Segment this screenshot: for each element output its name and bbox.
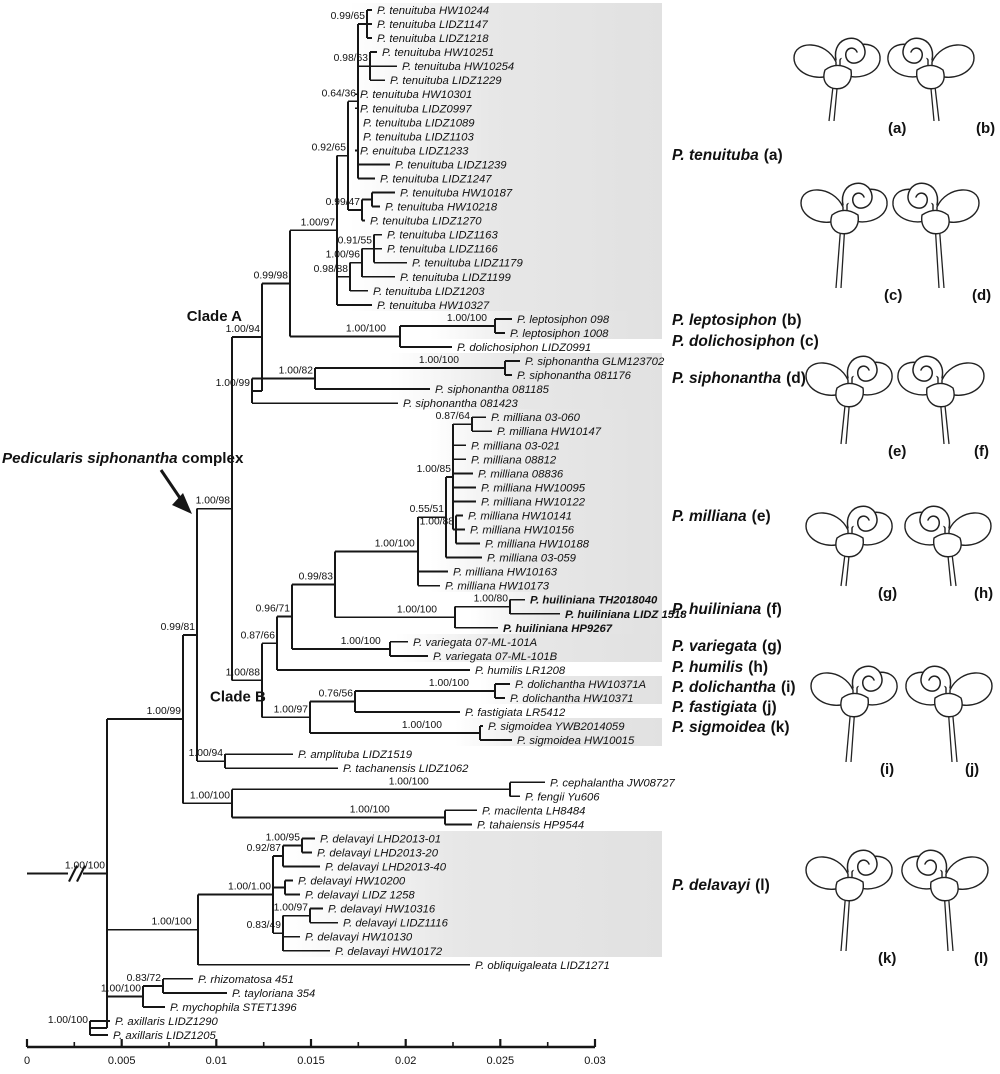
support-value: 1.00/100 (396, 604, 437, 616)
flower-illustration (902, 850, 988, 951)
flower-letter: (l) (974, 950, 989, 967)
tip-label: P. siphonantha 081185 (435, 384, 549, 397)
support-value: 0.99/83 (298, 571, 333, 583)
tip-label: P. dolichantha HW10371 (510, 693, 634, 706)
tip-label: P. tenuituba HW10187 (400, 187, 513, 200)
clade-label: Clade B (210, 688, 266, 706)
tip-label: P. milliana 03-059 (487, 552, 576, 565)
tip-label: P. milliana HW10147 (497, 426, 602, 439)
support-value: 0.98/63 (333, 53, 368, 65)
flower-letter: (c) (884, 287, 903, 304)
tip-label: P. tenuituba HW10327 (377, 299, 490, 312)
tip-label: P. sigmoidea HW10015 (517, 735, 635, 748)
support-value: 1.00/100 (446, 312, 487, 324)
tip-label: P. milliana 08812 (471, 454, 557, 467)
tip-label: P. milliana HW10122 (481, 496, 586, 509)
tip-label: P. humilis LR1208 (475, 664, 566, 677)
tip-label: P. dolichosiphon LIDZ0991 (457, 341, 592, 354)
tip-label: P. delavayi LIDZ 1258 (305, 889, 415, 902)
tip-label: P. tenuituba LIDZ0997 (360, 103, 472, 116)
tip-label: P. tayloriana 354 (232, 987, 316, 1000)
support-value: 0.83/72 (126, 972, 161, 984)
support-value: 1.00/97 (273, 902, 308, 914)
tip-label: P. huiliniana TH2018040 (530, 594, 658, 607)
tip-label: P. delavayi HW10316 (328, 903, 436, 916)
flower-letter: (a) (888, 120, 907, 137)
tip-label: P. sigmoidea YWB2014059 (488, 721, 625, 734)
support-value: 1.00/1.00 (228, 881, 271, 893)
support-value: 1.00/94 (225, 324, 260, 336)
tip-label: P. axillaris LIDZ1290 (115, 1015, 218, 1028)
tip-label: P. delavayi HW10200 (298, 875, 406, 888)
support-value: 1.00/100 (345, 323, 386, 335)
tip-label: P. macilenta LH8484 (482, 805, 586, 818)
tip-label: P. variegata 07-ML-101A (413, 636, 538, 649)
tip-label: P. milliana HW10188 (485, 538, 590, 551)
support-value: 1.00/96 (325, 249, 360, 261)
tip-label: P. milliana HW10163 (453, 566, 558, 579)
tip-label: P. delavayi LHD2013-40 (325, 861, 446, 874)
flower-letter: (j) (965, 761, 980, 778)
tip-label: P. cephalantha JW08727 (550, 777, 675, 790)
support-value: 1.00/95 (265, 832, 300, 844)
support-value: 0.55/51 (409, 504, 444, 516)
tip-label: P. tenuituba HW10301 (360, 89, 473, 102)
tip-label: P. siphonantha 081423 (403, 398, 518, 411)
tip-label: P. milliana HW10141 (468, 510, 573, 523)
species-label: P. dolichantha (i) (672, 679, 796, 696)
support-value: 1.00/94 (188, 748, 223, 760)
tip-label: P. leptosiphon 098 (517, 313, 610, 326)
tip-label: P. dolichantha HW10371A (515, 678, 647, 691)
flower-illustration (806, 356, 892, 444)
tip-label: P. huiliniana HP9267 (503, 622, 613, 635)
tip-label: P. milliana 08836 (478, 468, 564, 481)
tip-label: P. enuituba LIDZ1233 (360, 145, 469, 158)
flower-illustration (898, 356, 984, 444)
support-value: 1.00/100 (151, 916, 192, 928)
support-value: 1.00/100 (388, 776, 429, 788)
support-value: 0.83/49 (246, 920, 281, 932)
flower-letter: (h) (974, 585, 994, 602)
support-value: 0.99/81 (160, 621, 195, 633)
tip-label: P. milliana 03-060 (491, 412, 580, 425)
support-value: 0.92/65 (311, 142, 346, 154)
support-value: 0.76/56 (318, 688, 353, 700)
support-value: 1.00/88 (225, 667, 260, 679)
tip-label: P. tenuituba LIDZ1239 (395, 159, 507, 172)
tip-label: P. amplituba LIDZ1519 (298, 749, 413, 762)
tip-label: P. tenuituba LIDZ1229 (390, 75, 502, 88)
flower-illustration (806, 850, 892, 951)
tip-label: P. obliquigaleata LIDZ1271 (475, 959, 610, 972)
support-value: 0.99/65 (330, 11, 365, 23)
tip-label: P. axillaris LIDZ1205 (113, 1030, 216, 1043)
support-value: 1.00/98 (195, 495, 230, 507)
support-value: 1.00/100 (418, 355, 459, 367)
species-label: P. milliana (e) (672, 508, 771, 525)
species-label: P. siphonantha (d) (672, 370, 806, 387)
flower-illustration (806, 506, 892, 586)
species-label: P. leptosiphon (b) (672, 312, 802, 329)
tip-label: P. delavayi HW10172 (335, 945, 443, 958)
scale-tick-label: 0.015 (297, 1055, 325, 1067)
tip-label: P. tenuituba HW10244 (377, 5, 490, 17)
tip-label: P. tenuituba HW10218 (385, 201, 498, 214)
scale-tick-label: 0.025 (486, 1055, 515, 1067)
scale-tick-label: 0 (23, 1055, 31, 1067)
tip-label: P. tenuituba HW10251 (382, 47, 495, 60)
support-value: 0.99/98 (253, 270, 288, 282)
tip-label: P. tenuituba LIDZ1203 (373, 285, 485, 298)
flower-illustration (794, 38, 880, 121)
tip-label: P. tenuituba LIDZ1247 (380, 173, 492, 186)
tip-label: P. tenuituba LIDZ1270 (370, 215, 482, 228)
scale-tick-label: 0.005 (107, 1055, 136, 1067)
tip-label: P. tenuituba LIDZ1147 (377, 19, 488, 32)
tip-label: P. tenuituba LIDZ1103 (363, 131, 474, 144)
species-label: P. variegata (g) (672, 638, 782, 655)
support-value: 1.00/100 (64, 860, 105, 872)
scale-tick-label: 0.03 (584, 1055, 606, 1067)
tip-label: P. variegata 07-ML-101B (433, 650, 558, 663)
tip-label: P. delavayi LHD2013-01 (320, 833, 441, 846)
scale-tick-label: 0.02 (394, 1055, 417, 1067)
tip-label: P. fastigiata LR5412 (465, 707, 566, 720)
flower-letter: (b) (976, 120, 996, 137)
flower-letter: (k) (878, 950, 897, 967)
flower-illustration (801, 183, 887, 288)
support-value: 1.00/100 (100, 983, 141, 995)
tip-label: P. delavayi LIDZ1116 (343, 917, 448, 930)
support-value: 1.00/88 (419, 516, 454, 528)
species-label: P. fastigiata (j) (672, 699, 777, 716)
tip-label: P. delavayi LHD2013-20 (317, 847, 438, 860)
support-value: 0.99/47 (325, 197, 360, 209)
support-value: 1.00/100 (374, 538, 415, 550)
tip-label: P. tenuituba LIDZ1166 (387, 243, 498, 256)
species-label: P. humilis (h) (672, 659, 769, 676)
support-value: 1.00/80 (473, 593, 508, 605)
tip-label: P. tenuituba LIDZ1163 (387, 229, 498, 242)
tip-label: P. tenuituba LIDZ1179 (412, 257, 523, 270)
tip-label: P. tenuituba LIDZ1218 (377, 33, 489, 46)
tip-label: P. milliana 03-021 (471, 440, 560, 453)
support-value: 0.87/66 (240, 630, 275, 642)
tip-label: P. tenuituba LIDZ1199 (400, 271, 511, 284)
arrow-icon (161, 470, 182, 501)
support-value: 1.00/85 (416, 463, 451, 475)
species-label: P. sigmoidea (k) (672, 719, 790, 736)
tip-label: P. mychophila STET1396 (170, 1001, 297, 1014)
support-value: 0.98/88 (313, 263, 348, 275)
support-value: 1.00/100 (401, 720, 442, 732)
flower-letter: (f) (974, 443, 989, 460)
support-value: 1.00/100 (189, 790, 230, 802)
support-value: 1.00/99 (215, 377, 250, 389)
tip-label: P. tachanensis LIDZ1062 (343, 763, 469, 776)
species-label: P. dolichosiphon (c) (672, 333, 819, 350)
tip-label: P. fengii Yu606 (525, 791, 600, 804)
scale-tick-label: 0.01 (205, 1055, 228, 1067)
flower-letter: (d) (972, 287, 992, 304)
support-value: 0.87/64 (435, 411, 470, 423)
support-value: 1.00/100 (340, 635, 381, 647)
support-value: 0.96/71 (255, 603, 290, 615)
tip-label: P. delavayi HW10130 (305, 931, 413, 944)
tip-label: P. milliana HW10156 (470, 524, 575, 537)
support-value: 1.00/100 (428, 677, 469, 689)
flower-illustration (888, 38, 974, 121)
support-value: 0.92/87 (246, 842, 281, 854)
flower-illustration (905, 506, 991, 586)
tip-label: P. milliana HW10173 (445, 580, 550, 593)
support-value: 1.00/82 (278, 365, 313, 377)
clade-label: Clade A (186, 308, 242, 326)
tip-label: P. tahaiensis HP9544 (477, 819, 585, 832)
species-label: P. delavayi (l) (672, 877, 770, 894)
tip-label: P. rhizomatosa 451 (198, 973, 294, 986)
species-label: P. huiliniana (f) (672, 601, 782, 618)
tip-label: P. siphonantha 081176 (517, 370, 631, 383)
support-value: 1.00/100 (47, 1014, 88, 1026)
tip-label: P. tenuituba LIDZ1089 (363, 117, 475, 130)
flower-illustration (811, 666, 897, 762)
support-value: 1.00/99 (146, 706, 181, 718)
complex-annotation: Pedicularis siphonantha complex (2, 450, 244, 467)
flower-illustration (893, 183, 979, 288)
species-label: P. tenuituba (a) (672, 147, 783, 164)
support-value: 1.00/97 (273, 704, 308, 716)
support-value: 1.00/97 (300, 217, 335, 229)
support-value: 1.00/100 (349, 804, 390, 816)
arrowhead-icon (172, 493, 192, 514)
tip-label: P. leptosiphon 1008 (510, 327, 609, 340)
flower-illustration (906, 666, 992, 762)
tip-label: P. tenuituba HW10254 (402, 61, 515, 74)
support-value: 0.64/36 (321, 88, 356, 100)
tip-label: P. huiliniana LIDZ 1518 (565, 608, 687, 621)
tip-label: P. milliana HW10095 (481, 482, 586, 495)
tip-label: P. siphonantha GLM123702 (525, 356, 665, 369)
flower-letter: (g) (878, 585, 898, 602)
flower-letter: (e) (888, 443, 907, 460)
support-value: 0.91/55 (337, 235, 372, 247)
flower-letter: (i) (880, 761, 895, 778)
